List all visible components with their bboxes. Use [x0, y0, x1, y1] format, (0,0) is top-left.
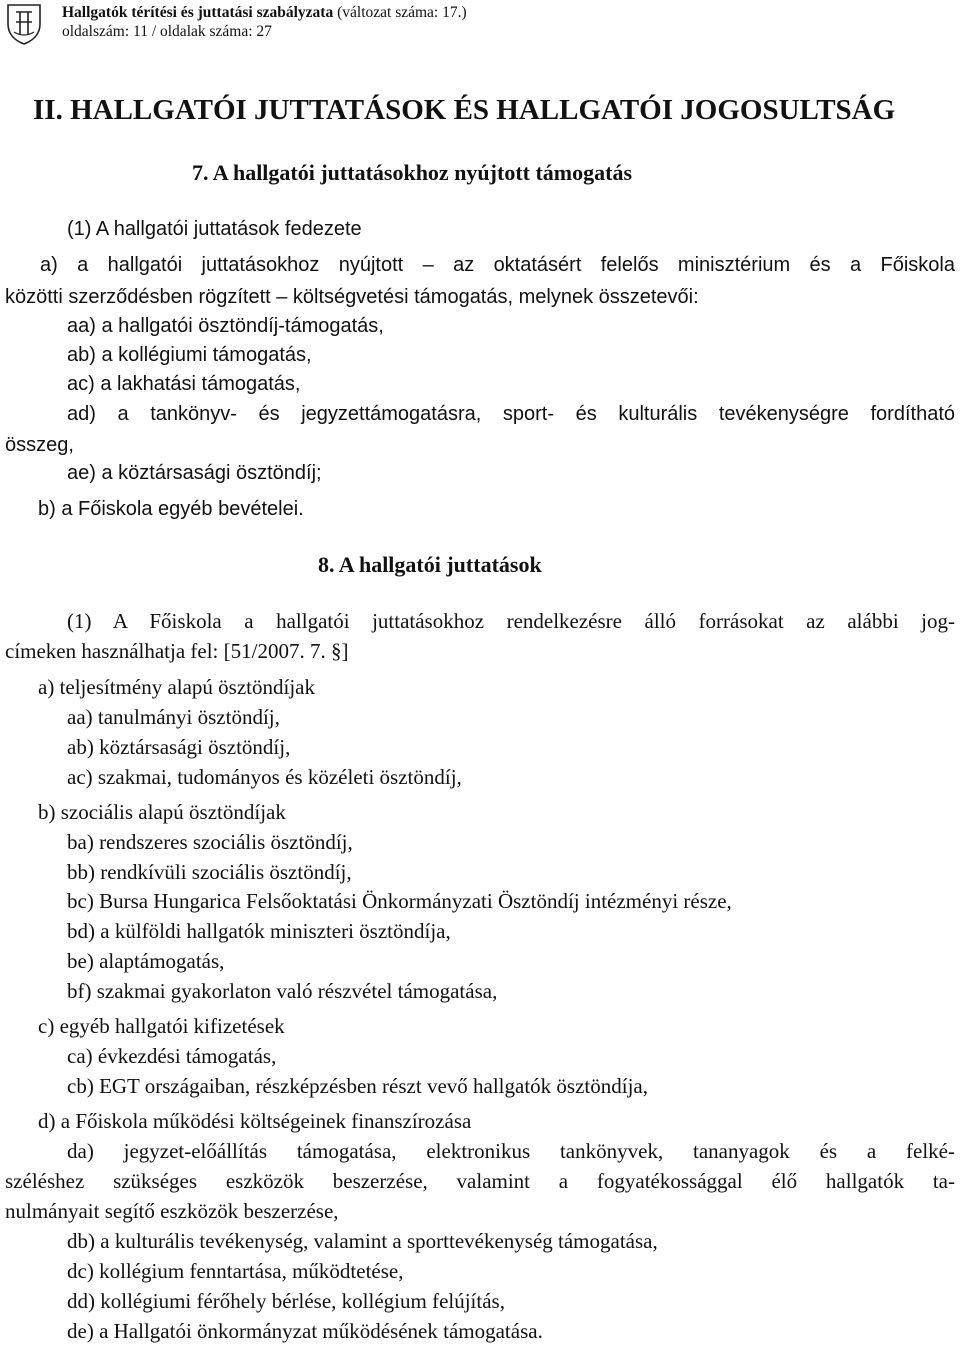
s7-line: ac) a lakhatási támogatás, [67, 373, 301, 395]
s8-line: ba) rendszeres szociális ösztöndíj, [67, 830, 353, 854]
s8-line: bc) Bursa Hungarica Felsőoktatási Önkormányzati Ösztöndíj intézményi része, [67, 889, 732, 913]
s7-line: b) a Főiskola egyéb bevételei. [38, 498, 304, 520]
s8-line: ab) köztársasági ösztöndíj, [67, 735, 291, 759]
page-info: oldalszám: 11 / oldalak száma: 27 [62, 23, 272, 40]
s8-line: be) alaptámogatás, [67, 949, 225, 973]
s8-line: ac) szakmai, tudományos és közéleti ösztöndíj, [67, 765, 462, 789]
header-title [62, 4, 467, 22]
document-title: Hallgatók térítési és juttatási szabályzata [62, 4, 334, 21]
s8-line: bd) a külföldi hallgatók miniszteri ösztöndíja, [67, 919, 451, 943]
s7-line: a) a hallgatói juttatásokhoz nyújtott – az oktatásért felelős minisztérium és a Főiskola [40, 254, 955, 276]
s8-line: bb) rendkívüli szociális ösztöndíj, [67, 860, 352, 884]
s8-line: dd) kollégiumi férőhely bérlése, kollégium felújítás, [67, 1289, 505, 1313]
s7-line: ab) a kollégiumi támogatás, [67, 344, 312, 366]
s7-line: aa) a hallgatói ösztöndíj-támogatás, [67, 315, 384, 337]
s7-line: összeg, [5, 434, 74, 456]
s8-line: c) egyéb hallgatói kifizetések [38, 1014, 285, 1038]
chapter-title: II. HALLGATÓI JUTTATÁSOK ÉS HALLGATÓI JOGOSULTSÁG [33, 94, 896, 126]
s8-line: da) jegyzet-előállítás támogatása, elektronikus tankönyvek, tananyagok és a felké- [67, 1139, 955, 1163]
version-info: (változat száma: 17.) [337, 4, 467, 21]
s8-line: (1) A Főiskola a hallgatói juttatásokhoz rendelkezésre álló forrásokat az alábbi jog- [67, 609, 955, 633]
s8-line: de) a Hallgatói önkormányzat működésének támogatása. [67, 1319, 543, 1343]
s8-line: címeken használhatja fel: [51/2007. 7. §] [5, 639, 349, 663]
s8-line: a) teljesítmény alapú ösztöndíjak [38, 675, 315, 699]
s8-line: ca) évkezdési támogatás, [67, 1044, 277, 1068]
s8-line: db) a kulturális tevékenység, valamint a sporttevékenység támogatása, [67, 1229, 658, 1253]
s8-line: nulmányait segítő eszközök beszerzése, [5, 1199, 339, 1223]
s8-line: széléshez szükséges eszközök beszerzése, valamint a fogyatékossággal élő hallgatók ta- [5, 1169, 955, 1193]
s7-line: (1) A hallgatói juttatások fedezete [67, 218, 362, 240]
s8-line: bf) szakmai gyakorlaton való részvétel támogatása, [67, 979, 498, 1003]
institution-logo-icon [4, 2, 44, 46]
section-7-heading: 7. A hallgatói juttatásokhoz nyújtott támogatás [192, 160, 633, 185]
s7-line: ad) a tankönyv- és jegyzettámogatásra, sport- és kulturális tevékenységre fordítható [67, 403, 955, 425]
section-8-heading: 8. A hallgatói juttatások [318, 552, 542, 577]
s7-line: közötti szerződésben rögzített – költségvetési támogatás, melynek összetevői: [5, 286, 699, 308]
page-header [0, 0, 960, 48]
s8-line: b) szociális alapú ösztöndíjak [38, 800, 286, 824]
s8-line: d) a Főiskola működési költségeinek finanszírozása [38, 1109, 472, 1133]
s8-line: dc) kollégium fenntartása, működtetése, [67, 1259, 404, 1283]
s8-line: cb) EGT országaiban, részképzésben részt vevő hallgatók ösztöndíja, [67, 1074, 648, 1098]
s7-line: ae) a köztársasági ösztöndíj; [67, 462, 322, 484]
s8-line: aa) tanulmányi ösztöndíj, [67, 705, 280, 729]
